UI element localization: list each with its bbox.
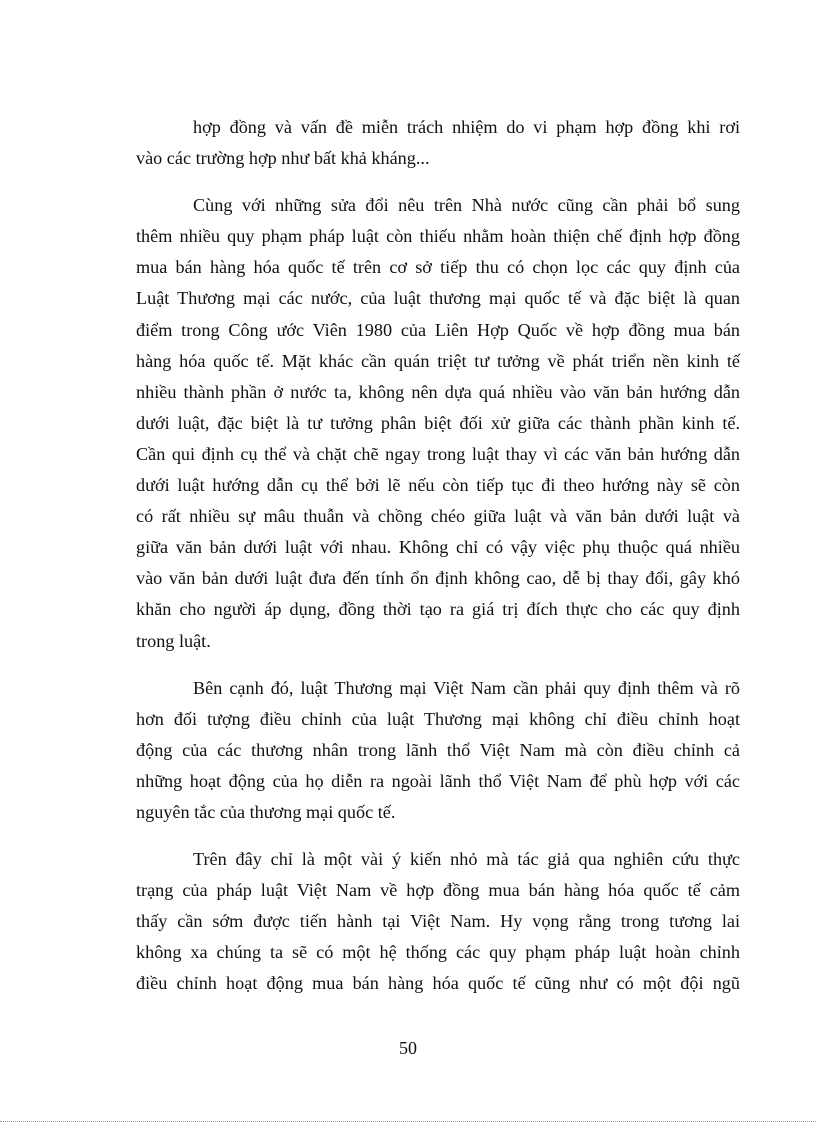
text-line: nhiều thành phần ở nước ta, không nên dựa quá nhiều vào văn bản hướng dẫn — [136, 381, 740, 402]
text-line: điểm trong Công ước Viên 1980 của Liên Hợp Quốc về hợp đồng mua bán — [136, 319, 740, 340]
text-line: khăn cho người áp dụng, đồng thời tạo ra giá trị đích thực cho các quy định — [136, 599, 740, 620]
text-line: Cần qui định cụ thể và chặt chẽ ngay trong luật thay vì các văn bản hướng dẫn — [136, 443, 740, 464]
page-number: 50 — [399, 1038, 417, 1058]
text-line: thấy cần sớm được tiến hành tại Việt Nam. Hy vọng rằng trong tương lai — [136, 911, 740, 932]
text-line: trạng của pháp luật Việt Nam về hợp đồng mua bán hàng hóa quốc tế cảm — [136, 880, 740, 901]
text-line: Trên đây chỉ là một vài ý kiến nhỏ mà tác giả qua nghiên cứu thực — [193, 849, 740, 870]
text-line: giữa văn bản dưới luật với nhau. Không chỉ có vậy việc phụ thuộc quá nhiều — [136, 537, 740, 558]
text-line: nguyên tắc của thương mại quốc tế. — [136, 801, 396, 822]
paragraph-2 — [136, 190, 740, 656]
text-line: không xa chúng ta sẽ có một hệ thống các quy phạm pháp luật hoàn chỉnh — [136, 942, 740, 963]
text-line: hàng hóa quốc tế. Mặt khác cần quán triệt tư tưởng về phát triển nền kinh tế — [136, 350, 740, 371]
text-line: vào văn bản dưới luật đưa đến tính ổn định không cao, dễ bị thay đổi, gây khó — [136, 568, 740, 589]
text-line: Luật Thương mại các nước, của luật thương mại quốc tế và đặc biệt là quan — [136, 288, 740, 309]
text-line: điều chỉnh hoạt động mua bán hàng hóa quốc tế cũng như có một đội ngũ — [136, 973, 740, 994]
text-line: vào các trường hợp như bất khả kháng... — [136, 148, 430, 169]
paragraph-3 — [136, 673, 740, 828]
text-line: Cùng với những sửa đổi nêu trên Nhà nước cũng cần phải bổ sung — [193, 195, 740, 216]
text-line: động của các thương nhân trong lãnh thổ Việt Nam mà còn điều chỉnh cả — [136, 739, 740, 760]
text-line: trong luật. — [136, 630, 211, 651]
text-line: có rất nhiều sự mâu thuẫn và chồng chéo giữa luật và văn bản dưới luật và — [136, 506, 740, 527]
paragraph-4 — [136, 844, 740, 999]
paragraph-1 — [136, 112, 740, 174]
text-line: Bên cạnh đó, luật Thương mại Việt Nam cần phải quy định thêm và rõ — [193, 677, 740, 698]
text-line: mua bán hàng hóa quốc tế trên cơ sở tiếp thu có chọn lọc các quy định của — [136, 257, 740, 278]
text-line: hơn đối tượng điều chỉnh của luật Thương mại không chỉ điều chỉnh hoạt — [136, 708, 740, 729]
text-line: thêm nhiều quy phạm pháp luật còn thiếu nhằm hoàn thiện chế định hợp đồng — [136, 226, 740, 247]
page-bottom-divider — [0, 1121, 816, 1122]
body-text — [136, 112, 740, 1000]
text-line: dưới luật hướng dẫn cụ thể bởi lẽ nếu còn tiếp tục đi theo hướng này sẽ còn — [136, 475, 740, 496]
text-line: những hoạt động của họ diễn ra ngoài lãnh thổ Việt Nam để phù hợp với các — [136, 770, 740, 791]
text-line: hợp đồng và vấn đề miễn trách nhiệm do vi phạm hợp đồng khi rơi — [193, 117, 740, 137]
text-line: dưới luật, đặc biệt là tư tưởng phân biệt đối xử giữa các thành phần kinh tế. — [136, 412, 740, 433]
